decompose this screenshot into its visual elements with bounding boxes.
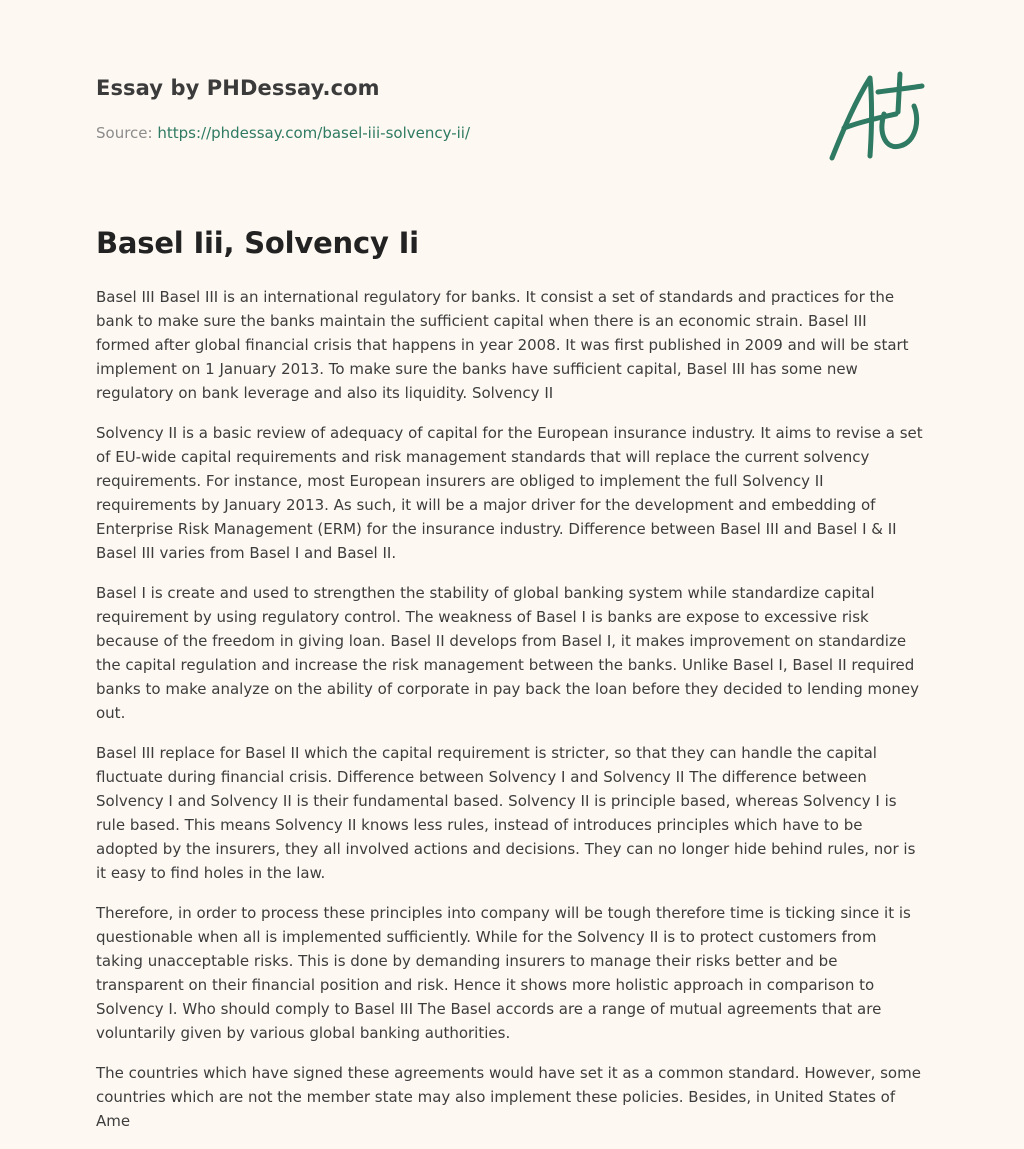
- essay-paragraph: The countries which have signed these agreements would have set it as a common standard. However, some countries which are not the member state may also implement these policies. Besides, in United States of Ame: [96, 1064, 921, 1130]
- source-link[interactable]: https://phdessay.com/basel-iii-solvency-ii/: [157, 124, 471, 142]
- a-plus-logo-icon: [826, 68, 926, 164]
- essay-paragraph: Basel III Basel III is an international regulatory for banks. It consist a set of standards and practices for the bank to make sure the banks maintain the sufficient capital when there is an economic strain. Basel III formed after global financial crisis that happens in year 2008. It was first published in 2009 and will be start implement on 1 January 2013. To make sure the banks have sufficient capital, Basel III has some new regulatory on bank leverage and also its liquidity. Solvency II: [96, 288, 909, 402]
- essay-title: Basel Iii, Solvency Ii: [96, 226, 419, 260]
- essay-body: [96, 285, 924, 1149]
- essay-paragraph: Basel III replace for Basel II which the capital requirement is stricter, so that they can handle the capital fluctuate during financial crisis. Difference between Solvency I and Solvency II The difference between Solvency I and Solvency II is their fundamental based. Solvency II is principle based, whereas Solvency I is rule based. This means Solvency II knows less rules, instead of introduces principles which have to be adopted by the insurers, they all involved actions and decisions. They can no longer hide behind rules, nor is it easy to find holes in the law.: [96, 744, 916, 882]
- essay-paragraph: Basel I is create and used to strengthen the stability of global banking system while standardize capital requirement by using regulatory control. The weakness of Basel I is banks are expose to excessive risk because of the freedom in giving loan. Basel II develops from Basel I, it makes improvement on standardize the capital regulation and increase the risk management between the banks. Unlike Basel I, Basel II required banks to make analyze on the ability of corporate in pay back the loan before they decided to lending money out.: [96, 584, 919, 722]
- source-line: [96, 124, 470, 142]
- essay-paragraph: Therefore, in order to process these principles into company will be tough therefore time is ticking since it is questionable when all is implemented sufficiently. While for the Solvency II is to protect customers from taking unacceptable risks. This is done by demanding insurers to manage their risks better and be transparent on their financial position and risk. Hence it shows more holistic approach in comparison to Solvency I. Who should comply to Basel III The Basel accords are a range of mutual agreements that are voluntarily given by various global banking authorities.: [96, 904, 911, 1042]
- essay-paragraph: Solvency II is a basic review of adequacy of capital for the European insurance industry. It aims to revise a set of EU-wide capital requirements and risk management standards that will replace the current solvency requirements. For instance, most European insurers are obliged to implement the full Solvency II requirements by January 2013. As such, it will be a major driver for the development and embedding of Enterprise Risk Management (ERM) for the insurance industry. Difference between Basel III and Basel I & II Basel III varies from Basel I and Basel II.: [96, 424, 923, 562]
- site-title: Essay by PHDessay.com: [96, 76, 380, 100]
- source-label: Source:: [96, 124, 153, 142]
